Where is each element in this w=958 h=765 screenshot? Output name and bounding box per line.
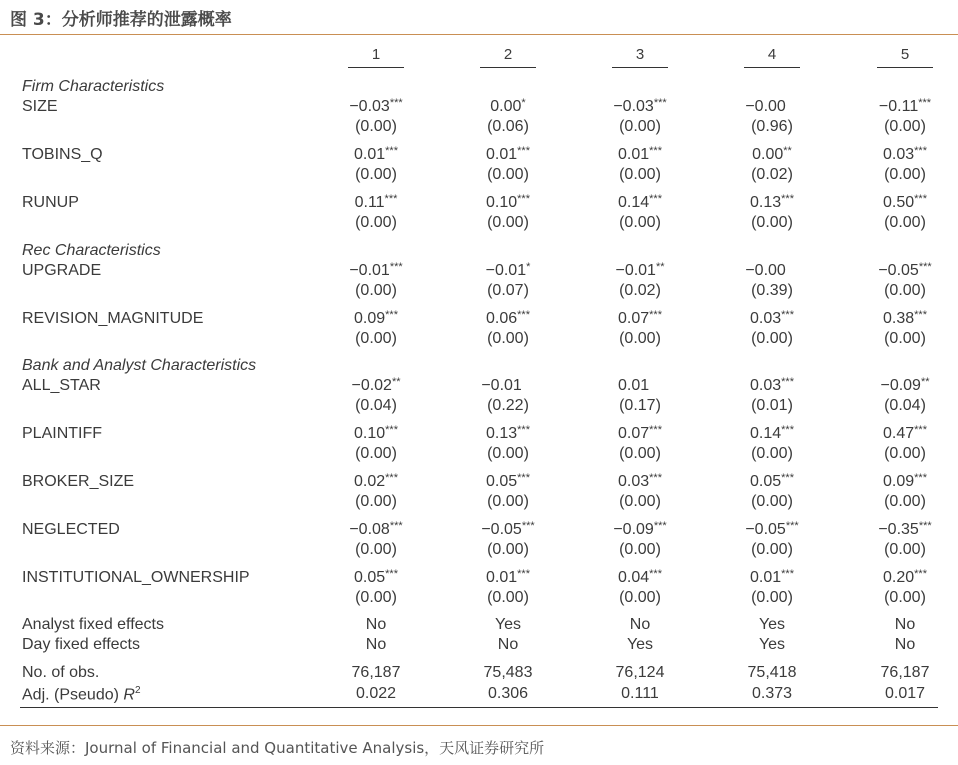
significance-stars: *** [649,568,662,580]
coef-cell [580,521,700,539]
pvalue-cell: (0.02) [751,166,793,183]
coef-value: 0.11 [354,194,385,211]
significance-stars: *** [649,472,662,484]
coef-cell [845,521,958,539]
significance-stars: *** [918,520,932,532]
coef-cell [580,194,700,212]
coef-cell [448,377,568,395]
pvalue-cell: (0.04) [884,397,926,414]
significance-stars: *** [385,472,398,484]
pvalue-cell: (0.00) [355,541,397,558]
variable-name: TOBINS_Q [22,146,103,163]
coef-value: −0.11 [878,98,919,115]
coef-cell [448,98,568,116]
significance-stars: *** [914,309,927,321]
pvalue-cell: (0.00) [355,445,397,462]
variable-name: REVISION_MAGNITUDE [22,310,204,327]
coef-cell [448,310,568,328]
significance-stars: *** [914,193,927,205]
coef-value: 0.03 [750,310,782,327]
significance-stars: *** [517,424,530,436]
variable-name: RUNUP [22,194,79,211]
stat-name-prefix: Adj. (Pseudo) [22,686,124,704]
significance-stars: *** [914,472,927,484]
pvalue-cell: (0.00) [619,118,661,135]
fixed-effect-name: Analyst fixed effects [22,616,164,633]
significance-stars: *** [914,424,927,436]
coef-value: 0.04 [618,569,650,586]
coef-cell [580,569,700,587]
coef-cell [712,194,832,212]
pvalue-cell: (0.39) [751,282,793,299]
coef-cell [448,262,568,280]
pvalue-cell: (0.00) [355,493,397,510]
coef-cell [712,262,832,280]
column-underline-5 [877,67,933,68]
column-header-5: 5 [900,46,910,63]
coef-cell [448,473,568,491]
significance-stars: *** [918,261,932,273]
coef-cell [316,146,436,164]
source-note: 资料来源：Journal of Financial and Quantitative Analysis，天风证券研究所 [10,739,545,757]
figure-title: 图 3：分析师推荐的泄露概率 [10,10,232,30]
coef-value: −0.01 [615,262,656,279]
coef-value: 0.01 [618,146,650,163]
significance-stars: *** [914,145,927,157]
coef-value: −0.05 [878,262,919,279]
coef-value: 0.47 [883,425,915,442]
coef-value: 0.14 [750,425,782,442]
column-header-3: 3 [635,46,645,63]
coef-cell [712,473,832,491]
stat-value: 76,187 [880,664,930,681]
stat-name [22,685,141,704]
coef-cell [316,262,436,280]
significance-stars: *** [521,520,535,532]
pvalue-cell: (0.00) [487,541,529,558]
stat-value: 0.022 [355,685,397,702]
significance-stars: *** [781,568,794,580]
significance-stars: *** [914,568,927,580]
significance-stars: ** [655,261,665,273]
column-header-4: 4 [767,46,777,63]
stat-value: 0.017 [884,685,926,702]
fixed-effect-value: No [365,616,387,633]
pvalue-cell: (0.00) [619,445,661,462]
coef-value: −0.01 [485,262,527,279]
fixed-effect-value: No [497,636,519,653]
coef-value: −0.08 [349,521,390,538]
coef-cell [316,194,436,212]
significance-stars: *** [385,424,398,436]
coef-value: −0.05 [481,521,522,538]
stat-value: 0.306 [487,685,529,702]
stat-name: No. of obs. [22,664,100,681]
pvalue-cell: (0.00) [355,330,397,347]
coef-cell [580,473,700,491]
pvalue-cell: (0.00) [884,330,926,347]
coef-value: −0.05 [745,521,786,538]
significance-stars: * [526,261,531,273]
significance-stars: *** [385,145,398,157]
pvalue-cell: (0.00) [487,589,529,606]
variable-name: PLAINTIFF [22,425,103,442]
significance-stars: *** [781,424,794,436]
coef-cell [316,98,436,116]
pvalue-cell: (0.00) [884,166,926,183]
coef-cell [712,310,832,328]
coef-value: 0.06 [486,310,518,327]
coef-cell [580,98,700,116]
coef-value: 0.01 [750,569,782,586]
pvalue-cell: (0.00) [355,118,397,135]
pvalue-cell: (0.02) [619,282,661,299]
variable-name: BROKER_SIZE [22,473,135,490]
coef-cell [845,569,958,587]
coef-cell [580,146,700,164]
significance-stars: *** [384,193,398,205]
pvalue-cell: (0.22) [487,397,529,414]
significance-stars: *** [649,309,662,321]
coef-value: 0.07 [618,425,650,442]
significance-stars: *** [785,520,799,532]
coef-value: −0.03 [613,98,654,115]
coef-value: 0.07 [618,310,650,327]
significance-stars: *** [389,261,403,273]
table-end-rule [20,707,938,708]
coef-cell [316,569,436,587]
significance-stars: *** [517,145,530,157]
coef-value: 0.01 [354,146,386,163]
coef-value: 0.20 [883,569,915,586]
coef-value: 0.05 [486,473,518,490]
coef-value: −0.09 [880,377,921,394]
coef-value: 0.13 [750,194,782,211]
stat-value: 76,124 [615,664,665,681]
significance-stars: ** [783,145,792,157]
coef-value: 0.05 [750,473,782,490]
coef-value: 0.38 [883,310,915,327]
pvalue-cell: (0.00) [355,166,397,183]
fixed-effect-value: Yes [758,616,786,633]
coef-cell [580,262,700,280]
coef-cell [448,194,568,212]
coef-cell [580,425,700,443]
fixed-effect-value: Yes [626,636,654,653]
stat-value: 0.373 [751,685,793,702]
pvalue-cell: (0.00) [619,330,661,347]
pvalue-cell: (0.00) [619,214,661,231]
pvalue-cell: (0.00) [619,589,661,606]
significance-stars: *** [781,193,794,205]
coef-value: 0.01 [486,569,518,586]
coef-value: −0.03 [349,98,390,115]
column-underline-2 [480,67,536,68]
coef-cell [712,146,832,164]
coef-value: 0.05 [354,569,386,586]
pvalue-cell: (0.96) [751,118,793,135]
pvalue-cell: (0.00) [355,282,397,299]
column-underline-1 [348,67,404,68]
significance-stars: *** [389,520,403,532]
significance-stars: *** [781,309,794,321]
section-heading-bank: Bank and Analyst Characteristics [22,357,257,374]
coef-value: 0.13 [486,425,518,442]
significance-stars: *** [649,193,662,205]
coef-cell [845,194,958,212]
pvalue-cell: (0.07) [487,282,529,299]
significance-stars: *** [517,193,530,205]
fixed-effect-name: Day fixed effects [22,636,140,653]
variable-name: ALL_STAR [22,377,101,394]
fixed-effect-value: No [894,616,916,633]
stat-value: 75,483 [483,664,533,681]
coef-value: −0.09 [613,521,654,538]
fixed-effect-value: No [365,636,387,653]
bottom-rule [0,725,958,726]
coef-value: 0.09 [354,310,386,327]
coef-cell [316,425,436,443]
significance-stars: ** [920,376,930,388]
significance-stars: *** [653,520,667,532]
pvalue-cell: (0.00) [884,589,926,606]
pvalue-cell: (0.00) [884,282,926,299]
coef-cell [448,146,568,164]
coef-value: −0.00 [745,98,786,115]
coef-cell [845,473,958,491]
significance-stars: *** [918,97,932,109]
pvalue-cell: (0.00) [619,541,661,558]
coef-value: 0.00 [752,146,784,163]
pvalue-cell: (0.00) [619,166,661,183]
coef-cell [845,146,958,164]
coef-value: 0.09 [883,473,915,490]
coef-cell [316,521,436,539]
coef-value: 0.03 [618,473,650,490]
coef-cell [712,377,832,395]
pvalue-cell: (0.01) [751,397,793,414]
section-heading-firm: Firm Characteristics [22,78,165,95]
significance-stars: *** [389,97,403,109]
fixed-effect-value: No [894,636,916,653]
variable-name: SIZE [22,98,58,115]
coef-cell [448,521,568,539]
significance-stars: *** [653,97,667,109]
variable-name: NEGLECTED [22,521,120,538]
coef-cell [845,425,958,443]
significance-stars: * [521,97,526,109]
coef-cell [712,569,832,587]
pvalue-cell: (0.00) [751,541,793,558]
pvalue-cell: (0.00) [751,214,793,231]
pvalue-cell: (0.17) [619,397,661,414]
stat-value: 75,418 [747,664,797,681]
coef-cell [845,377,958,395]
pvalue-cell: (0.06) [487,118,529,135]
coef-value: −0.01 [349,262,390,279]
coef-cell [448,425,568,443]
coef-cell [580,310,700,328]
coef-cell [712,98,832,116]
column-underline-4 [744,67,800,68]
coef-value: 0.00 [490,98,522,115]
coef-value: −0.00 [745,262,786,279]
pvalue-cell: (0.00) [487,166,529,183]
coef-value: 0.10 [486,194,518,211]
coef-value: 0.03 [883,146,915,163]
significance-stars: *** [517,472,530,484]
stat-name-sup: 2 [134,685,141,696]
pvalue-cell: (0.00) [355,589,397,606]
pvalue-cell: (0.04) [355,397,397,414]
coef-cell [316,310,436,328]
coef-cell [845,310,958,328]
coef-value: 0.01 [486,146,518,163]
significance-stars: ** [391,376,401,388]
pvalue-cell: (0.00) [487,214,529,231]
significance-stars: *** [649,145,662,157]
significance-stars: *** [517,568,530,580]
coef-cell [316,473,436,491]
coef-value: 0.01 [618,377,650,394]
significance-stars: *** [517,309,530,321]
coef-cell [316,377,436,395]
significance-stars: *** [385,568,398,580]
coef-cell [712,521,832,539]
stat-value: 0.111 [621,685,659,702]
coef-value: 0.50 [883,194,915,211]
pvalue-cell: (0.00) [884,118,926,135]
significance-stars: *** [781,376,794,388]
variable-name: INSTITUTIONAL_OWNERSHIP [22,569,250,586]
pvalue-cell: (0.00) [884,445,926,462]
pvalue-cell: (0.00) [355,214,397,231]
significance-stars: *** [781,472,794,484]
pvalue-cell: (0.00) [619,493,661,510]
fixed-effect-value: Yes [494,616,522,633]
coef-cell [712,425,832,443]
pvalue-cell: (0.00) [884,493,926,510]
pvalue-cell: (0.00) [751,330,793,347]
pvalue-cell: (0.00) [884,541,926,558]
variable-name: UPGRADE [22,262,102,279]
coef-value: 0.10 [354,425,386,442]
fixed-effect-value: No [629,616,651,633]
fixed-effect-value: Yes [758,636,786,653]
column-underline-3 [612,67,668,68]
significance-stars: *** [649,424,662,436]
coef-value: −0.02 [351,377,392,394]
pvalue-cell: (0.00) [751,589,793,606]
pvalue-cell: (0.00) [487,493,529,510]
coef-value: 0.02 [354,473,386,490]
column-header-1: 1 [371,46,381,63]
coef-value: −0.35 [878,521,919,538]
coef-cell [580,377,700,395]
significance-stars: *** [385,309,398,321]
coef-cell [448,569,568,587]
coef-value: 0.14 [618,194,650,211]
pvalue-cell: (0.00) [751,445,793,462]
coef-value: −0.01 [481,377,522,394]
stat-name-r: R [123,686,135,704]
column-header-2: 2 [503,46,513,63]
stat-value: 76,187 [351,664,401,681]
coef-value: 0.03 [750,377,782,394]
pvalue-cell: (0.00) [884,214,926,231]
coef-cell [845,98,958,116]
section-heading-rec: Rec Characteristics [22,242,161,259]
pvalue-cell: (0.00) [487,330,529,347]
pvalue-cell: (0.00) [751,493,793,510]
pvalue-cell: (0.00) [487,445,529,462]
coef-cell [845,262,958,280]
